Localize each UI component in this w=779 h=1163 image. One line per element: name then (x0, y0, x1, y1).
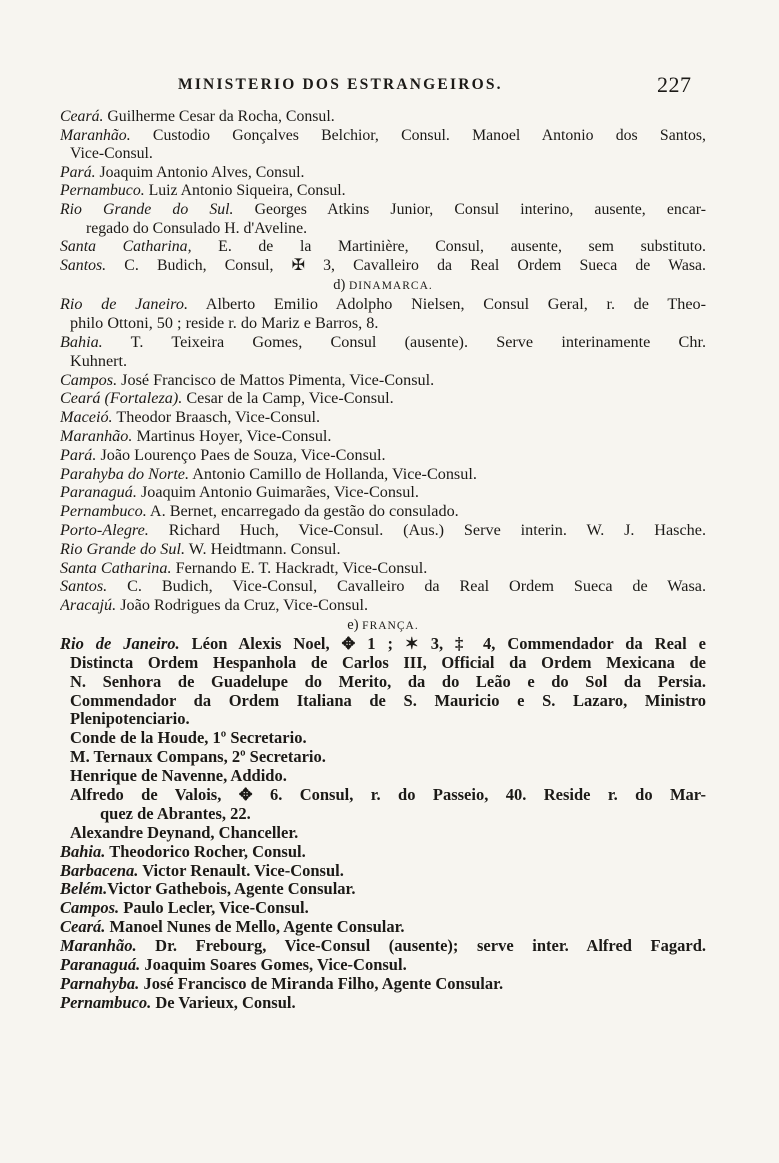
entry-text: Léon Alexis Noel, ✥ 1 ; ✶ 3, ‡ 4, Commendador da Real e (179, 634, 706, 653)
entry-line (60, 767, 706, 786)
place-name: Pernambuco. (60, 993, 152, 1012)
entry-line (60, 389, 706, 408)
place-name: Parahyba do Norte. (60, 464, 190, 483)
entry-line (60, 465, 706, 484)
entry-text: N. Senhora de Guadelupe do Merito, da do Leão e do Sol da Persia. (70, 672, 706, 691)
entry-line (60, 145, 706, 164)
entry-text: E. de la Martinière, Consul, ausente, sem substituto. (191, 238, 706, 256)
entry-text: Cesar de la Camp, Vice-Consul. (182, 389, 394, 408)
entry-line (60, 540, 706, 559)
place-name: Campos. (60, 370, 118, 389)
place-name: Rio Grande do Sul. (60, 539, 185, 558)
entry-text: C. Budich, Vice-Consul, Cavalleiro da Real Ordem Sueca de Wasa. (107, 577, 706, 596)
entry-text: João Rodrigues da Cruz, Vice-Consul. (116, 596, 369, 615)
section-country: FRANÇA. (362, 619, 419, 632)
dinamarca-block (60, 295, 706, 615)
entry-text: C. Budich, Consul, ✠ 3, Cavalleiro da Real Ordem Sueca de Wasa. (106, 256, 706, 274)
entry-text: M. Ternaux Compans, 2º Secretario. (70, 748, 326, 767)
entry-text: Georges Atkins Junior, Consul interino, ausente, encar- (233, 200, 706, 218)
section-letter: d) (333, 277, 346, 294)
entry-text: Richard Huch, Vice-Consul. (Aus.) Serve interin. W. J. Hasche. (148, 520, 706, 539)
place-name: Rio de Janeiro. (60, 634, 180, 653)
entry-line (60, 408, 706, 427)
entry-line (60, 596, 706, 615)
entry-text: Guilherme Cesar da Rocha, Consul. (103, 108, 335, 125)
entry-text: Joaquim Antonio Alves, Consul. (95, 163, 305, 181)
place-name: Maranhão. (60, 937, 137, 956)
page-header-title: MINISTERIO DOS ESTRANGEIROS. (178, 76, 503, 93)
entry-text: Theodorico Rocher, Consul. (105, 842, 306, 861)
entry-line (60, 956, 706, 975)
entry-text: regado do Consulado H. d'Aveline. (86, 219, 308, 237)
entry-text: Joaquim Soares Gomes, Vice-Consul. (140, 956, 407, 975)
entry-text: Alfredo de Valois, ✥ 6. Consul, r. do Passeio, 40. Reside r. do Mar- (70, 786, 706, 805)
franca-block (60, 635, 706, 1013)
entry-line (60, 843, 706, 862)
entry-text: Distincta Ordem Hespanhola de Carlos III, Official da Ordem Mexicana de (70, 653, 706, 672)
entry-text: Luiz Antonio Siqueira, Consul. (144, 182, 346, 200)
place-name: Maranhão. (60, 126, 131, 144)
consuls-block-continued (60, 108, 706, 275)
entry-text: W. Heidtmann. Consul. (185, 539, 341, 558)
section-heading-franca (60, 615, 706, 635)
entry-text: T. Teixeira Gomes, Consul (ausente). Serve interinamente Chr. (102, 332, 706, 351)
entry-line (60, 182, 706, 201)
entry-line (60, 427, 706, 446)
place-name: Rio de Janeiro. (60, 295, 188, 314)
place-name: Santa Catharina. (60, 558, 172, 577)
entry-text: Theodor Braasch, Vice-Consul. (112, 408, 321, 427)
entry-text: João Lourenço Paes de Souza, Vice-Consul. (96, 445, 386, 464)
entry-text: Victor Renault. Vice-Consul. (138, 861, 344, 880)
entry-text: Victor Gathebois, Agente Consular. (107, 880, 356, 899)
place-name: Pará. (60, 163, 96, 181)
entry-line (60, 937, 706, 956)
entry-text: Conde de la Houde, 1º Secretario. (70, 729, 307, 748)
place-name: Pernambuco. (60, 182, 145, 200)
place-name: Bahia. (60, 842, 106, 861)
section-country: DINAMARCA. (348, 280, 433, 293)
place-name: Ceará (Fortaleza). (60, 389, 183, 408)
place-name: Ceará. (60, 918, 106, 937)
entry-line (60, 333, 706, 352)
section-letter: e) (347, 616, 359, 633)
entry-line (60, 127, 706, 146)
place-name: Santa Catharina, (60, 238, 192, 256)
place-name: Rio Grande do Sul. (60, 200, 234, 218)
entry-line (60, 729, 706, 748)
place-name: Maceió. (60, 408, 113, 427)
place-name: Maranhão. (60, 426, 133, 445)
entry-line (60, 692, 706, 711)
section-heading-dinamarca (60, 275, 706, 295)
entry-line (60, 710, 706, 729)
entry-text: Martinus Hoyer, Vice-Consul. (132, 426, 332, 445)
entry-text: José Francisco de Mattos Pimenta, Vice-Consul. (117, 370, 435, 389)
entry-line (60, 559, 706, 578)
entry-line (60, 899, 706, 918)
entry-text: A. Bernet, encarregado da gestão do consulado. (146, 502, 459, 521)
entry-text: Commendador da Ordem Italiana de S. Mauricio e S. Lazaro, Ministro (70, 691, 706, 710)
running-header (0, 74, 779, 100)
entry-text: Dr. Frebourg, Vice-Consul (ausente); serve inter. Alfred Fagard. (136, 937, 706, 956)
entry-text: Alexandre Deynand, Chanceller. (70, 823, 299, 842)
place-name: Ceará. (60, 108, 104, 125)
place-name: Belém. (60, 880, 108, 899)
entry-text: Plenipotenciario. (70, 710, 190, 729)
entry-line (60, 220, 706, 239)
entry-line (60, 295, 706, 314)
place-name: Santos. (60, 256, 107, 274)
entry-line (60, 446, 706, 465)
entry-line (60, 880, 706, 899)
place-name: Parnahyba. (60, 974, 140, 993)
entry-line (60, 238, 706, 257)
entry-line (60, 108, 706, 127)
entry-line (60, 975, 706, 994)
entry-line (60, 654, 706, 673)
entry-line (60, 352, 706, 371)
entry-text: Joaquim Antonio Guimarães, Vice-Consul. (136, 483, 419, 502)
place-name: Santos. (60, 577, 108, 596)
place-name: Pará. (60, 445, 97, 464)
entry-text: Kuhnert. (70, 351, 128, 370)
entry-text: Antonio Camillo de Hollanda, Vice-Consul. (189, 464, 477, 483)
entry-line (60, 824, 706, 843)
entry-line (60, 521, 706, 540)
entry-line (60, 314, 706, 333)
entry-line (60, 748, 706, 767)
entry-text: Paulo Lecler, Vice-Consul. (119, 899, 309, 918)
entry-line (60, 635, 706, 654)
entry-text: Fernando E. T. Hackradt, Vice-Consul. (171, 558, 428, 577)
place-name: Campos. (60, 899, 120, 918)
entry-line (60, 994, 706, 1013)
entry-line (60, 918, 706, 937)
entry-line (60, 786, 706, 805)
entry-line (60, 502, 706, 521)
entry-text: Alberto Emilio Adolpho Nielsen, Consul Geral, r. de Theo- (188, 295, 706, 314)
entry-line (60, 164, 706, 183)
entry-line (60, 371, 706, 390)
entry-text: Manoel Nunes de Mello, Agente Consular. (105, 918, 405, 937)
entry-text: Henrique de Navenne, Addido. (70, 767, 287, 786)
entry-text: José Francisco de Miranda Filho, Agente Consular. (139, 974, 504, 993)
entry-line (60, 201, 706, 220)
entry-line (60, 805, 706, 824)
place-name: Aracajú. (60, 596, 117, 615)
page-number: 227 (657, 72, 692, 97)
entry-line (60, 862, 706, 881)
entry-line (60, 673, 706, 692)
place-name: Barbacena. (60, 861, 139, 880)
entry-line (60, 577, 706, 596)
place-name: Pernambuco. (60, 502, 147, 521)
entry-line (60, 483, 706, 502)
entry-text: philo Ottoni, 50 ; reside r. do Mariz e Barros, 8. (70, 314, 379, 333)
entry-text: De Varieux, Consul. (151, 993, 296, 1012)
entry-line (60, 257, 706, 276)
entry-text: quez de Abrantes, 22. (100, 804, 251, 823)
place-name: Bahia. (60, 332, 103, 351)
page-body (60, 108, 706, 1013)
entry-text: Custodio Gonçalves Belchior, Consul. Manoel Antonio dos Santos, (130, 126, 706, 144)
entry-text: Vice-Consul. (70, 145, 153, 163)
place-name: Paranaguá. (60, 956, 141, 975)
place-name: Porto-Alegre. (60, 520, 149, 539)
place-name: Paranaguá. (60, 483, 137, 502)
